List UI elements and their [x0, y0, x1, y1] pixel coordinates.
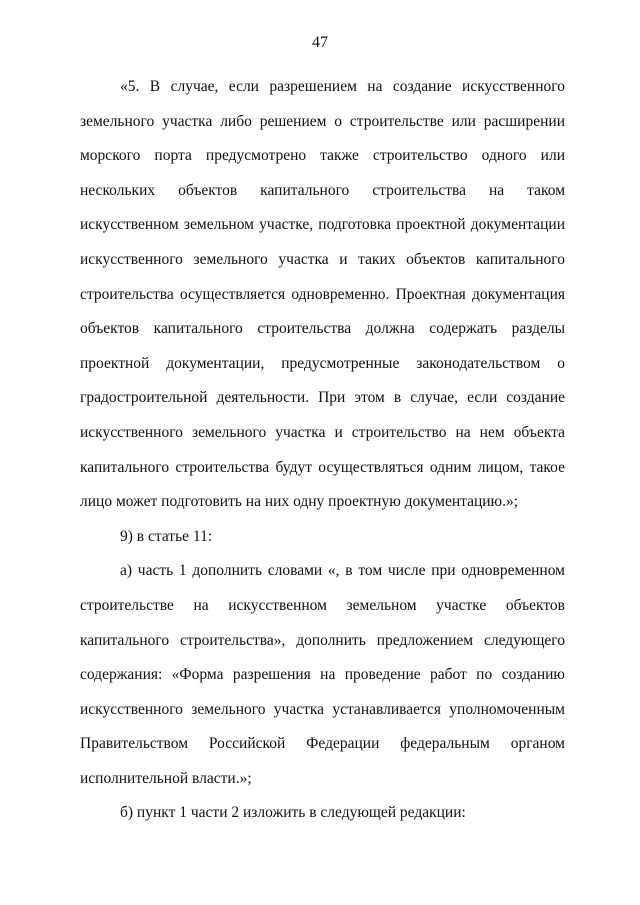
page-number: 47 [312, 34, 328, 51]
paragraph-item-9: 9) в статье 11: [120, 527, 213, 545]
paragraph-subitem-b: б) пункт 1 части 2 изложить в следующей редакции: [120, 804, 466, 822]
paragraph-article-5: «5. В случае, если разрешением на создание искусственного земельного участка либо решением о строительстве или расширении морского порта предусмотрено также строительство одного или нескольких объектов капитального строительства на таком искусственном земельном участке, подготовка проектной документации искусственного земельного участка и таких объектов капитального строительства осуществляется одновременно. Проектная документация объектов капитального строительства должна содержать разделы проектной документации, предусмотренные законодательством о градостроительной деятельности. При этом в случае, если создание искусственного земельного участка и строительство на нем объекта капитального строительства будут осуществляться одним лицом, такое лицо может подготовить на них одну проектную документацию.»; [80, 78, 565, 511]
document-body [80, 70, 565, 831]
paragraph-subitem-a: а) часть 1 дополнить словами «, в том числе при одновременном строительстве на искусственном земельном участке объектов капитального строительства», дополнить предложением следующего содержания: «Форма разрешения на проведение работ по созданию искусственного земельного участка устанавливается уполномоченным Правительством Российской Федерации федеральным органом исполнительной власти.»; [80, 562, 565, 787]
